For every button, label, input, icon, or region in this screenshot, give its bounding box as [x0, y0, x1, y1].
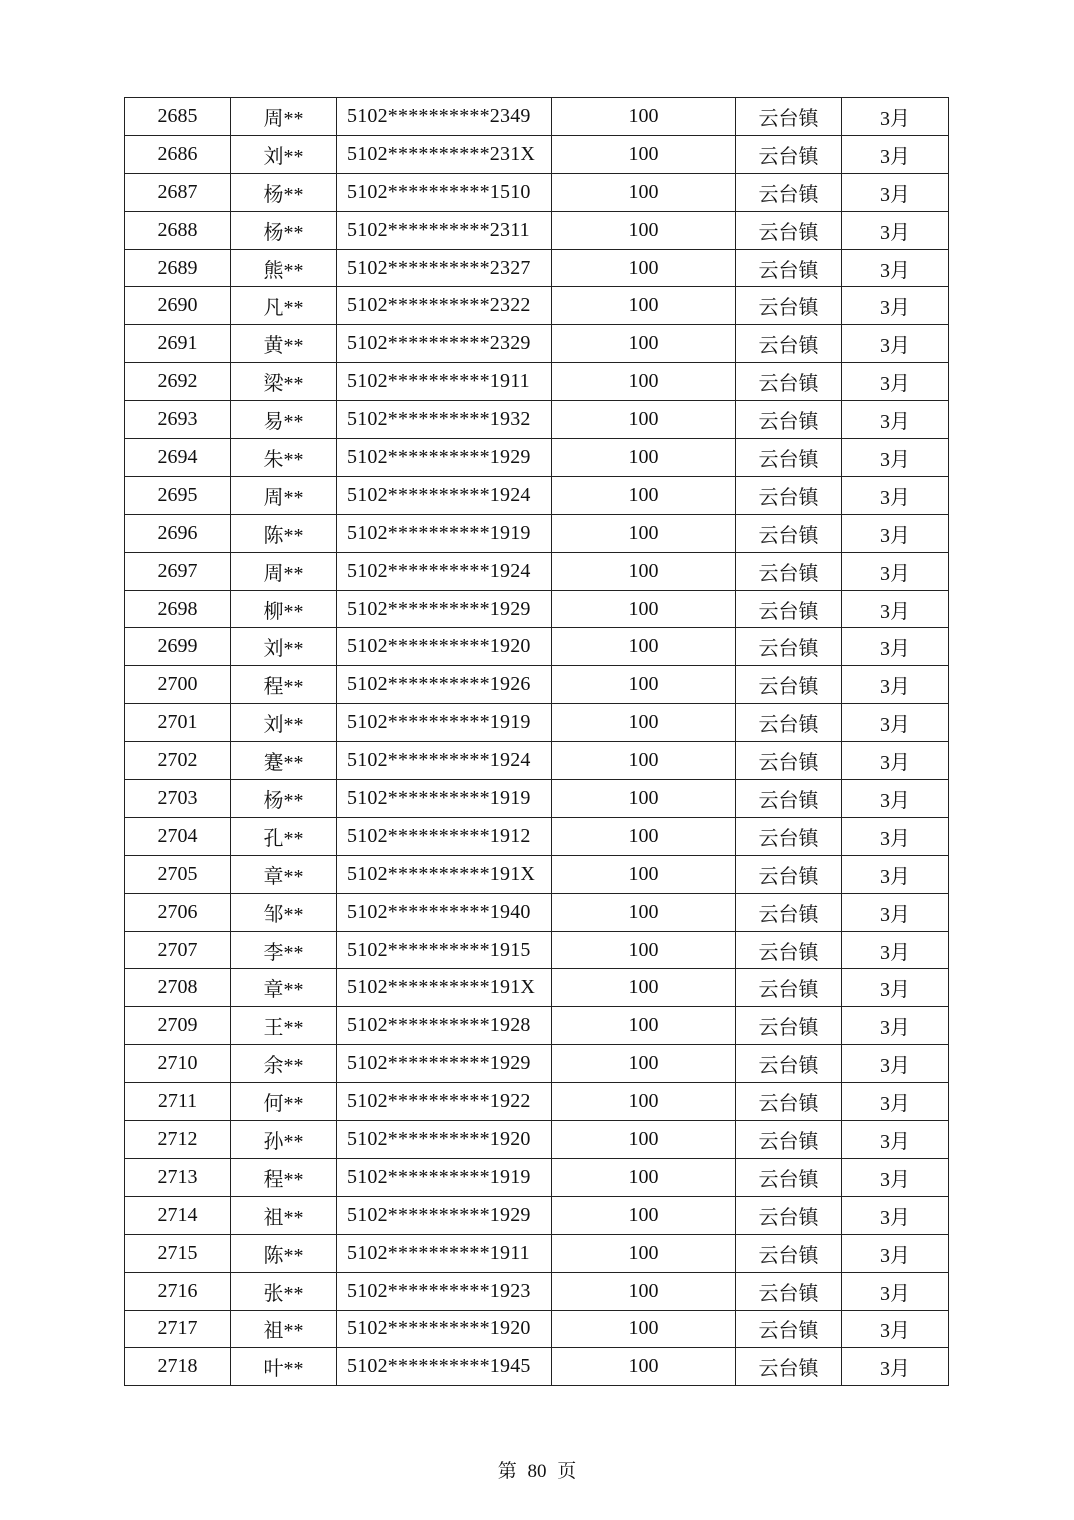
serial-number-cell: 2686: [125, 135, 231, 173]
amount-cell: 100: [552, 704, 736, 742]
serial-number-cell: 2708: [125, 969, 231, 1007]
id-number-cell: 5102**********1510: [337, 173, 552, 211]
town-cell: 云台镇: [736, 1234, 842, 1272]
amount-cell: 100: [552, 249, 736, 287]
serial-number-cell: 2701: [125, 704, 231, 742]
serial-number-cell: 2712: [125, 1121, 231, 1159]
amount-cell: 100: [552, 893, 736, 931]
id-number-cell: 5102**********191X: [337, 969, 552, 1007]
table-row: [125, 1272, 949, 1310]
serial-number-cell: 2691: [125, 325, 231, 363]
page-number: 第 80 页: [497, 1461, 577, 1482]
name-cell: 易**: [231, 401, 337, 439]
name-cell: 杨**: [231, 780, 337, 818]
name-cell: 杨**: [231, 211, 337, 249]
id-number-cell: 5102**********2329: [337, 325, 552, 363]
table-row: [125, 1234, 949, 1272]
town-cell: 云台镇: [736, 211, 842, 249]
month-cell: 3月: [842, 855, 949, 893]
table-row: [125, 666, 949, 704]
name-cell: 王**: [231, 1007, 337, 1045]
amount-cell: 100: [552, 1007, 736, 1045]
amount-cell: 100: [552, 969, 736, 1007]
amount-cell: 100: [552, 287, 736, 325]
amount-cell: 100: [552, 931, 736, 969]
table-row: [125, 249, 949, 287]
name-cell: 凡**: [231, 287, 337, 325]
town-cell: 云台镇: [736, 135, 842, 173]
name-cell: 李**: [231, 931, 337, 969]
serial-number-cell: 2692: [125, 363, 231, 401]
town-cell: 云台镇: [736, 439, 842, 477]
name-cell: 周**: [231, 98, 337, 136]
month-cell: 3月: [842, 401, 949, 439]
amount-cell: 100: [552, 98, 736, 136]
id-number-cell: 5102**********1924: [337, 742, 552, 780]
serial-number-cell: 2715: [125, 1234, 231, 1272]
table-row: [125, 1348, 949, 1386]
table-row: [125, 401, 949, 439]
name-cell: 梁**: [231, 363, 337, 401]
id-number-cell: 5102**********1919: [337, 780, 552, 818]
month-cell: 3月: [842, 704, 949, 742]
name-cell: 章**: [231, 855, 337, 893]
name-cell: 黄**: [231, 325, 337, 363]
id-number-cell: 5102**********1919: [337, 704, 552, 742]
month-cell: 3月: [842, 211, 949, 249]
name-cell: 余**: [231, 1045, 337, 1083]
town-cell: 云台镇: [736, 590, 842, 628]
id-number-cell: 5102**********1920: [337, 628, 552, 666]
town-cell: 云台镇: [736, 931, 842, 969]
serial-number-cell: 2696: [125, 514, 231, 552]
town-cell: 云台镇: [736, 969, 842, 1007]
amount-cell: 100: [552, 1121, 736, 1159]
id-number-cell: 5102**********2327: [337, 249, 552, 287]
amount-cell: 100: [552, 363, 736, 401]
serial-number-cell: 2717: [125, 1310, 231, 1348]
town-cell: 云台镇: [736, 855, 842, 893]
table-row: [125, 704, 949, 742]
month-cell: 3月: [842, 742, 949, 780]
name-cell: 叶**: [231, 1348, 337, 1386]
name-cell: 蹇**: [231, 742, 337, 780]
month-cell: 3月: [842, 1310, 949, 1348]
town-cell: 云台镇: [736, 249, 842, 287]
serial-number-cell: 2705: [125, 855, 231, 893]
month-cell: 3月: [842, 1121, 949, 1159]
month-cell: 3月: [842, 1158, 949, 1196]
table-row: [125, 211, 949, 249]
id-number-cell: 5102**********1928: [337, 1007, 552, 1045]
table-row: [125, 893, 949, 931]
serial-number-cell: 2694: [125, 439, 231, 477]
name-cell: 周**: [231, 476, 337, 514]
name-cell: 程**: [231, 1158, 337, 1196]
amount-cell: 100: [552, 439, 736, 477]
amount-cell: 100: [552, 476, 736, 514]
table-row: [125, 325, 949, 363]
town-cell: 云台镇: [736, 552, 842, 590]
month-cell: 3月: [842, 1348, 949, 1386]
amount-cell: 100: [552, 666, 736, 704]
id-number-cell: 5102**********1919: [337, 514, 552, 552]
town-cell: 云台镇: [736, 1196, 842, 1234]
amount-cell: 100: [552, 590, 736, 628]
id-number-cell: 5102**********1922: [337, 1083, 552, 1121]
table-row: [125, 363, 949, 401]
table-row: [125, 855, 949, 893]
town-cell: 云台镇: [736, 893, 842, 931]
town-cell: 云台镇: [736, 1310, 842, 1348]
name-cell: 柳**: [231, 590, 337, 628]
id-number-cell: 5102**********1929: [337, 1196, 552, 1234]
month-cell: 3月: [842, 817, 949, 855]
serial-number-cell: 2693: [125, 401, 231, 439]
town-cell: 云台镇: [736, 1272, 842, 1310]
table-row: [125, 514, 949, 552]
town-cell: 云台镇: [736, 1045, 842, 1083]
month-cell: 3月: [842, 931, 949, 969]
month-cell: 3月: [842, 552, 949, 590]
id-number-cell: 5102**********1929: [337, 1045, 552, 1083]
month-cell: 3月: [842, 1234, 949, 1272]
table-row: [125, 931, 949, 969]
amount-cell: 100: [552, 1272, 736, 1310]
name-cell: 陈**: [231, 514, 337, 552]
town-cell: 云台镇: [736, 325, 842, 363]
name-cell: 熊**: [231, 249, 337, 287]
name-cell: 何**: [231, 1083, 337, 1121]
table-body: [125, 98, 949, 1386]
id-number-cell: 5102**********1920: [337, 1310, 552, 1348]
month-cell: 3月: [842, 1196, 949, 1234]
amount-cell: 100: [552, 628, 736, 666]
month-cell: 3月: [842, 969, 949, 1007]
amount-cell: 100: [552, 1196, 736, 1234]
amount-cell: 100: [552, 1348, 736, 1386]
table-row: [125, 1196, 949, 1234]
table-row: [125, 173, 949, 211]
table-row: [125, 590, 949, 628]
month-cell: 3月: [842, 590, 949, 628]
amount-cell: 100: [552, 1234, 736, 1272]
month-cell: 3月: [842, 1272, 949, 1310]
table-row: [125, 135, 949, 173]
town-cell: 云台镇: [736, 1158, 842, 1196]
id-number-cell: 5102**********1923: [337, 1272, 552, 1310]
id-number-cell: 5102**********2322: [337, 287, 552, 325]
serial-number-cell: 2700: [125, 666, 231, 704]
month-cell: 3月: [842, 173, 949, 211]
amount-cell: 100: [552, 1158, 736, 1196]
serial-number-cell: 2707: [125, 931, 231, 969]
name-cell: 孔**: [231, 817, 337, 855]
name-cell: 祖**: [231, 1310, 337, 1348]
id-number-cell: 5102**********1932: [337, 401, 552, 439]
table-row: [125, 1083, 949, 1121]
serial-number-cell: 2690: [125, 287, 231, 325]
serial-number-cell: 2699: [125, 628, 231, 666]
serial-number-cell: 2711: [125, 1083, 231, 1121]
month-cell: 3月: [842, 1007, 949, 1045]
amount-cell: 100: [552, 817, 736, 855]
table-row: [125, 287, 949, 325]
town-cell: 云台镇: [736, 173, 842, 211]
serial-number-cell: 2695: [125, 476, 231, 514]
serial-number-cell: 2685: [125, 98, 231, 136]
table-row: [125, 780, 949, 818]
serial-number-cell: 2704: [125, 817, 231, 855]
serial-number-cell: 2706: [125, 893, 231, 931]
name-cell: 张**: [231, 1272, 337, 1310]
name-cell: 程**: [231, 666, 337, 704]
month-cell: 3月: [842, 514, 949, 552]
month-cell: 3月: [842, 363, 949, 401]
subsidy-table: [124, 97, 949, 1386]
table-row: [125, 1045, 949, 1083]
id-number-cell: 5102**********1929: [337, 439, 552, 477]
id-number-cell: 5102**********1929: [337, 590, 552, 628]
month-cell: 3月: [842, 1045, 949, 1083]
table-row: [125, 1121, 949, 1159]
amount-cell: 100: [552, 552, 736, 590]
month-cell: 3月: [842, 893, 949, 931]
town-cell: 云台镇: [736, 1348, 842, 1386]
table-row: [125, 817, 949, 855]
amount-cell: 100: [552, 173, 736, 211]
table-row: [125, 742, 949, 780]
table-row: [125, 552, 949, 590]
id-number-cell: 5102**********191X: [337, 855, 552, 893]
town-cell: 云台镇: [736, 514, 842, 552]
table-row: [125, 1007, 949, 1045]
town-cell: 云台镇: [736, 287, 842, 325]
serial-number-cell: 2689: [125, 249, 231, 287]
name-cell: 刘**: [231, 135, 337, 173]
town-cell: 云台镇: [736, 476, 842, 514]
month-cell: 3月: [842, 249, 949, 287]
amount-cell: 100: [552, 1045, 736, 1083]
name-cell: 刘**: [231, 704, 337, 742]
table-row: [125, 969, 949, 1007]
name-cell: 杨**: [231, 173, 337, 211]
town-cell: 云台镇: [736, 742, 842, 780]
town-cell: 云台镇: [736, 780, 842, 818]
month-cell: 3月: [842, 1083, 949, 1121]
serial-number-cell: 2687: [125, 173, 231, 211]
id-number-cell: 5102**********1940: [337, 893, 552, 931]
id-number-cell: 5102**********1911: [337, 363, 552, 401]
name-cell: 朱**: [231, 439, 337, 477]
table-row: [125, 1158, 949, 1196]
town-cell: 云台镇: [736, 1083, 842, 1121]
id-number-cell: 5102**********1926: [337, 666, 552, 704]
amount-cell: 100: [552, 1310, 736, 1348]
amount-cell: 100: [552, 325, 736, 363]
amount-cell: 100: [552, 401, 736, 439]
serial-number-cell: 2702: [125, 742, 231, 780]
amount-cell: 100: [552, 211, 736, 249]
serial-number-cell: 2710: [125, 1045, 231, 1083]
serial-number-cell: 2713: [125, 1158, 231, 1196]
serial-number-cell: 2714: [125, 1196, 231, 1234]
amount-cell: 100: [552, 855, 736, 893]
table-row: [125, 98, 949, 136]
month-cell: 3月: [842, 135, 949, 173]
amount-cell: 100: [552, 135, 736, 173]
id-number-cell: 5102**********2349: [337, 98, 552, 136]
serial-number-cell: 2698: [125, 590, 231, 628]
id-number-cell: 5102**********1924: [337, 476, 552, 514]
serial-number-cell: 2716: [125, 1272, 231, 1310]
month-cell: 3月: [842, 439, 949, 477]
month-cell: 3月: [842, 325, 949, 363]
town-cell: 云台镇: [736, 666, 842, 704]
name-cell: 章**: [231, 969, 337, 1007]
town-cell: 云台镇: [736, 363, 842, 401]
table-row: [125, 476, 949, 514]
month-cell: 3月: [842, 780, 949, 818]
id-number-cell: 5102**********1920: [337, 1121, 552, 1159]
month-cell: 3月: [842, 476, 949, 514]
serial-number-cell: 2703: [125, 780, 231, 818]
town-cell: 云台镇: [736, 817, 842, 855]
name-cell: 邹**: [231, 893, 337, 931]
name-cell: 刘**: [231, 628, 337, 666]
town-cell: 云台镇: [736, 704, 842, 742]
id-number-cell: 5102**********231X: [337, 135, 552, 173]
id-number-cell: 5102**********1912: [337, 817, 552, 855]
table-row: [125, 628, 949, 666]
table-row: [125, 439, 949, 477]
amount-cell: 100: [552, 780, 736, 818]
month-cell: 3月: [842, 98, 949, 136]
id-number-cell: 5102**********1911: [337, 1234, 552, 1272]
amount-cell: 100: [552, 742, 736, 780]
amount-cell: 100: [552, 514, 736, 552]
town-cell: 云台镇: [736, 1121, 842, 1159]
id-number-cell: 5102**********1915: [337, 931, 552, 969]
serial-number-cell: 2709: [125, 1007, 231, 1045]
town-cell: 云台镇: [736, 1007, 842, 1045]
id-number-cell: 5102**********1945: [337, 1348, 552, 1386]
town-cell: 云台镇: [736, 628, 842, 666]
serial-number-cell: 2718: [125, 1348, 231, 1386]
month-cell: 3月: [842, 287, 949, 325]
id-number-cell: 5102**********1919: [337, 1158, 552, 1196]
serial-number-cell: 2697: [125, 552, 231, 590]
table-row: [125, 1310, 949, 1348]
name-cell: 周**: [231, 552, 337, 590]
amount-cell: 100: [552, 1083, 736, 1121]
name-cell: 陈**: [231, 1234, 337, 1272]
town-cell: 云台镇: [736, 98, 842, 136]
id-number-cell: 5102**********1924: [337, 552, 552, 590]
name-cell: 祖**: [231, 1196, 337, 1234]
serial-number-cell: 2688: [125, 211, 231, 249]
month-cell: 3月: [842, 628, 949, 666]
id-number-cell: 5102**********2311: [337, 211, 552, 249]
name-cell: 孙**: [231, 1121, 337, 1159]
town-cell: 云台镇: [736, 401, 842, 439]
month-cell: 3月: [842, 666, 949, 704]
